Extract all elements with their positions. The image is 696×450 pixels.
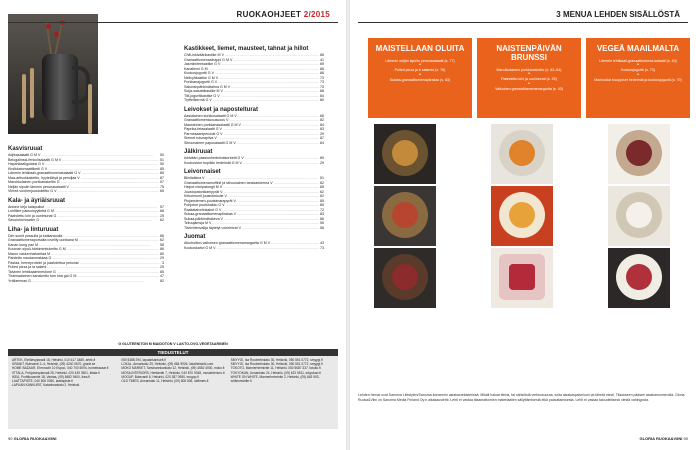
contact-line: IITTALA, Pohjoisesplanadi 25, Helsinki, 020 439 3501, iittala.fi xyxy=(12,370,100,375)
page-ref: 82 xyxy=(320,118,324,122)
recipe-name: Porkkanajogurtti G V xyxy=(184,80,218,84)
page-ref: 83 xyxy=(320,212,324,216)
contact-line: SMYYGI, Isa Roobertinkatu 30, Helsinki, 050 551 0772, smyygi.fi xyxy=(230,358,323,362)
recipe-entry xyxy=(184,141,324,146)
page-ref: 66 xyxy=(160,233,164,238)
recipe-name: Kookosidut tropiikki hedelmät G M V xyxy=(184,160,242,165)
page-ref: 47 xyxy=(160,274,164,278)
recipe-name: Granaattiomenamuffinit ja sitruunainen tanskankerma V xyxy=(184,180,273,185)
page-ref: 75 xyxy=(320,84,324,89)
recipe-name: Yrttilammas G xyxy=(8,278,31,283)
recipe-name: Antone kirjo kalapuikot xyxy=(8,204,45,209)
page-ref: 57 xyxy=(160,180,164,184)
page-ref: 84 xyxy=(320,140,324,145)
section-title: Leivonnaiset xyxy=(184,169,221,175)
recipe-name: Granaattiomenaporsaita loveilly uunikana M xyxy=(8,238,78,242)
bullet-icon: • xyxy=(419,71,421,78)
photo-pizza xyxy=(374,186,436,246)
recipe-name: Pulled pizza ja la salami xyxy=(8,265,47,269)
contact-line: ARTEK, Eteläesplanadi 18, Helsinki, 010 617 3480, artek.fi xyxy=(12,358,96,362)
page-header xyxy=(120,10,330,19)
contact-line: 050 5388 294, lapuankankurit.fi xyxy=(121,358,166,362)
leader-dots xyxy=(243,161,319,166)
leader-dots xyxy=(213,98,319,103)
page-ref: 50 xyxy=(160,153,164,157)
recipe-name: Siemet ruisnapiiva V xyxy=(184,136,217,140)
menu-item: Lämmin lehtikaali-granaattiomena-salaatti (s. 40) xyxy=(599,59,677,63)
contact-info-box xyxy=(8,349,338,429)
info-column-2 xyxy=(121,358,224,387)
recipe-name: Paprika-fetasalaatti G V xyxy=(184,127,222,131)
page-ref: 55 xyxy=(320,221,324,225)
page-ref: 84 xyxy=(320,122,324,127)
recipe-name: Thaimaalainen kanakeitto tom kha gai G M xyxy=(8,274,77,278)
photo-beer-food xyxy=(374,124,436,184)
photo-margarita xyxy=(491,248,553,308)
recipe-name: Soija-wasabikastike M V xyxy=(184,89,223,93)
recipe-name: Marokkolainen porkkanakeitto G xyxy=(8,180,60,184)
recipe-name: Tekuujamsja M V xyxy=(184,221,212,225)
recipe-name: Sukaa-granaattiomenapiirakas V xyxy=(184,212,237,216)
leader-dots xyxy=(237,141,319,146)
menu-title: NAISTENPÄIVÄN BRUNSSI xyxy=(496,44,562,62)
page-ref: 85 xyxy=(160,166,164,171)
recipe-entry xyxy=(184,161,324,166)
page-ref: 85 xyxy=(160,171,164,175)
page-ref: 87 xyxy=(160,175,164,180)
page-number: 90 xyxy=(8,436,13,441)
recipe-name: Tilli-jogurttikastike G V xyxy=(184,93,220,98)
menu-item: Paahdettu lohi ja uunimunat (s. 25) xyxy=(501,77,557,82)
recipe-name: Kanaliemi G M xyxy=(184,66,208,71)
recipe-name: Kookoskahvi G M V xyxy=(184,245,216,250)
bullet-icon: • xyxy=(528,80,530,87)
recipe-name: Granaattiomenasiirappi G M V xyxy=(184,57,233,62)
bullet-icon: • xyxy=(637,62,639,69)
page-ref: 25 xyxy=(160,213,164,218)
photo-salmon-eggs xyxy=(491,186,553,246)
recipe-name: Mausteinen porkkanasalaatti G M V xyxy=(184,122,241,127)
recipe-name: Chili-inkiväärikastike M V xyxy=(184,53,224,57)
contact-line: TOKYOKAN, Annankatu 24, Helsinki, (09) 622 5511, tokyokan.fi xyxy=(230,370,321,375)
page-ref: 86 xyxy=(160,247,164,251)
recipe-name: Savulohichowder G xyxy=(8,218,40,222)
contact-line: IKEA, Porttikuvantie 18, Vantaa, (09) 8482 9400, ikea.fi xyxy=(12,374,90,379)
page-ref: 80 xyxy=(160,251,164,256)
page-ref: 84 xyxy=(320,93,324,98)
page-ref: 62 xyxy=(160,238,164,242)
recipe-entry xyxy=(184,98,324,103)
page-ref: 75 xyxy=(160,184,164,189)
menu-item: Marinoidut trooppiset hedelmät ja kookosjogurtti (s. 79) xyxy=(594,77,682,82)
contact-line: SMYYGI, Isa Roobertinkatu 30, Helsinki, 050 551 0772, smyygi.fi xyxy=(230,362,323,367)
recipe-entry xyxy=(184,246,324,251)
page-ref: 56 xyxy=(320,225,324,230)
page-ref: 82 xyxy=(160,278,164,283)
menu-item: Lämmin neljän sipulin perunasalaatti (s. 77) xyxy=(385,59,455,63)
contact-line: LAPUAN KANKURIT, Katariinankatu 2, Helsinki. xyxy=(12,383,81,388)
recipe-name: Lämmin lehtikaali-granaattiomenasalaatti G V xyxy=(8,171,81,175)
recipe-name: Belugalinssi-fenkolisalaatti G M V xyxy=(8,157,62,162)
recipe-name: Talvinen lehtikaalminestone G xyxy=(8,269,56,274)
recipe-name: Sitruunainen papusalaatti G M V xyxy=(184,140,236,145)
recipe-name: Blinitaikina V xyxy=(184,176,205,180)
recipe-name: Maa-artisokkakeitto, hyytelöityä ja persiljaa V xyxy=(8,175,80,180)
page-ref: 85 xyxy=(320,203,324,207)
page-ref: 68 xyxy=(320,89,324,93)
recipe-name: Raakatalvelinkakut G V xyxy=(184,207,222,212)
recipe-name: Tiiviivhlenvallja täytetyt voheleivat V xyxy=(184,225,241,230)
page-ref: 86 xyxy=(320,216,324,221)
section-title: Juomat xyxy=(184,234,206,240)
page-ref: 62 xyxy=(160,218,164,222)
page-ref: 62 xyxy=(320,189,324,194)
section-title: Leivokset ja napostelturat xyxy=(184,106,259,113)
recipe-name: Vihreä vuohenjuustokeitto G V xyxy=(8,189,57,193)
recipe-name: Hapankaaligulassi G V xyxy=(8,162,45,166)
recipe-name: Kuuman sipuli-härkiminttukeitto G M xyxy=(8,247,66,251)
page-ref: 62 xyxy=(320,194,324,198)
menu-item: Marokkolainen porkkanakeitto (s. 82–84) xyxy=(496,68,562,72)
page-footer xyxy=(8,436,57,441)
page-ref: 66 xyxy=(320,53,324,57)
page-ref: 69 xyxy=(320,62,324,66)
leader-dots xyxy=(217,246,319,251)
menu-card xyxy=(586,38,690,118)
diet-legend: G GLUTEENITON M MAIDOTON V LAKTO-OVO-VEGETAARINEN xyxy=(118,342,228,346)
recipe-name: Neilvyttkastike G M V xyxy=(184,75,219,80)
page-number: 90 xyxy=(683,436,688,441)
recipe-name: Sakuranpähkinätahna G M V xyxy=(184,84,231,89)
page-ref: 85 xyxy=(320,198,324,203)
page-ref: 68 xyxy=(160,209,164,213)
recipe-name: Adjikasalaatti G M V xyxy=(8,153,41,157)
menu-card xyxy=(477,38,581,118)
menu-item: Pulled pizza ja b salamia (s. 76) xyxy=(394,68,446,73)
recipe-name: Neljän sipulin lämmin perunasalaatti V xyxy=(8,184,69,189)
right-page xyxy=(350,0,696,450)
menu-item: Valkoinen granaattiomenamargarita (s. 43) xyxy=(495,86,563,91)
recipe-name: Tryffelikermä G V xyxy=(184,98,212,102)
recipe-name: Pohjoton puutskakku G V xyxy=(184,203,225,207)
recipe-name: Dim sumit possulla ja katkaraoulla xyxy=(8,233,63,238)
recipe-entry xyxy=(184,226,324,231)
menu-card xyxy=(368,38,472,118)
recipe-name: Parmesaaniperunat G V xyxy=(184,131,223,136)
page-ref: 25 xyxy=(160,265,164,269)
recipe-name: Juustopatonkiampyrät V xyxy=(184,189,223,194)
bullet-icon: • xyxy=(637,71,639,78)
menu-title: VEGEÄ MAAILMALTA xyxy=(596,44,680,53)
page-ref: 86 xyxy=(320,71,324,75)
section-title: Kastikkeet, liemet, mausteet, tahnat ja hillot xyxy=(184,46,309,52)
recipe-name: Inkivääri-passionhedelmäsorbetti G V xyxy=(184,156,244,160)
recipe-name: Paahdettu lohi ja uunimunat G xyxy=(8,213,57,218)
recipe-entry xyxy=(8,189,164,194)
photo-vegan-salad xyxy=(608,124,670,184)
page-ref: 29 xyxy=(320,131,324,136)
recipe-name: Alkoholiton valkoinen granaattiomenamargarita G M V xyxy=(184,241,271,245)
photo-yogurt-bowl xyxy=(608,186,670,246)
leader-dots xyxy=(57,189,159,194)
section-title: Jälkiruuat xyxy=(184,149,213,155)
page-ref: 62 xyxy=(320,180,324,185)
contact-line: GRANIT, Bulevardi 2–4, Helsinki, (09) 4240 0670, granit.se xyxy=(12,362,96,367)
page-ref: 73 xyxy=(320,245,324,250)
recipe-name: Kekoimunit juustokekulie V xyxy=(184,194,227,198)
recipe-name: Sukaa-pähkinäbakeva V xyxy=(184,216,223,221)
recipe-index-column-1 xyxy=(8,142,164,283)
menus-header: 3 MENUA LEHDEN SISÄLLÖSTÄ xyxy=(556,10,680,19)
recipe-name: Kanan kung pao M xyxy=(8,242,39,247)
contact-line: MOKO MARKET, Tarsinannkankatu 12, Helsinki, (09) 4582 4000, moko.fi xyxy=(121,366,225,371)
page-ref: 89 xyxy=(320,156,324,160)
recipe-name: Pastaa, herneproteiin ja paahdettua pekonia xyxy=(8,260,79,265)
page-ref: 43 xyxy=(320,241,324,245)
page-ref: 29 xyxy=(320,160,324,165)
page-ref: 80 xyxy=(320,98,324,102)
magazine-name: GLORIA RUOKA&VIINI xyxy=(639,436,683,441)
page-ref: 51 xyxy=(320,176,324,180)
contact-line: LAATTAPISTE, 040 506 0050, laattapiste.fi xyxy=(12,379,73,384)
leader-dots xyxy=(32,279,159,284)
page-ref: 3 xyxy=(162,260,164,265)
menu-items xyxy=(477,68,581,91)
page-ref: 73 xyxy=(320,75,324,80)
recipe-name: Paistettu naudanmakkaa G xyxy=(8,256,52,260)
contact-line: LOKAL, Annankatu 25, Helsinki, (09) 684 9926, lokalhelsinki.com xyxy=(121,362,214,367)
contact-line: OLD TIMES, Annankatu 11, Helsinki, (09) 606 606, oldtimes.fi xyxy=(121,379,209,384)
menu-title: MAISTELLAAN OLUITA xyxy=(375,44,465,53)
recipe-name: Kookosjogurtti G V xyxy=(184,71,214,75)
recipe-entry xyxy=(8,279,164,284)
page-ref: 72 xyxy=(320,207,324,212)
info-column-3 xyxy=(231,358,334,387)
header-title: RUOKAOHJEET xyxy=(236,10,302,19)
recipe-name: Granaattiomenacouscous V xyxy=(184,118,229,122)
bullet-icon: • xyxy=(419,62,421,69)
photo-tropical-fruit xyxy=(608,248,670,308)
contact-line: HOME BAZAAR, Ehrnrooth 10 Espoo, 040 700 5094, homebazaar.fi xyxy=(12,366,109,371)
recipe-name: Aasialainen kurkkusalaatti G M V xyxy=(184,113,237,118)
section-title: Liha- ja linturuuat xyxy=(8,226,59,233)
page-footer xyxy=(639,436,688,441)
page-ref: 50 xyxy=(160,162,164,166)
recipe-name: Lohifilee paksoinyytteitä G M xyxy=(8,209,54,213)
recipe-name: Helpot minipatongit M V xyxy=(184,185,223,189)
page-ref: 85 xyxy=(160,269,164,274)
recipe-name: Pinjansiemen-puutsimarapyrät V xyxy=(184,198,236,203)
page-ref: 41 xyxy=(320,57,324,62)
page-ref: 83 xyxy=(320,127,324,131)
leader-dots xyxy=(242,226,319,231)
menu-items xyxy=(586,59,690,82)
page-ref: 73 xyxy=(320,80,324,84)
divider xyxy=(358,22,688,23)
contact-line: MOSA INTERIORS, Hertiantie 7, Helsinki, 040 870 9348, mosainteriors.fi xyxy=(121,370,225,375)
info-title: TIEDUSTELUT xyxy=(8,349,338,356)
photo-pie xyxy=(374,248,436,308)
leader-dots xyxy=(40,218,159,223)
recipe-name: Jasmiiniteekastike G V xyxy=(184,62,221,66)
page-ref: 85 xyxy=(320,185,324,189)
contact-line: TOKOTO, Mannerheimintie 11, Helsinki, 050 5687 337, tokoto.fi xyxy=(230,366,321,371)
contact-line: WHITE ON WHITE, Mannerheimintie 2, Helsinki, (09) 663 903, whiteonwhite.fi xyxy=(230,374,320,384)
menu-items xyxy=(368,59,472,82)
legal-text: Lehden hinnat ovat Sanoma Lifestylen/Sanoma-konsernin asiakasrekisterissä. Mikäli haluat tietoa, tai sähköisiä verkkosuoraa, soita asiakaspalveluun tai lähetä viesti. Tilaukseen pääsee asiakasnumerolla. Gloria Ruoka&Viini on Sanoma Media Finland Oy:n aikakauslehti. Lehti ei vastaa tilaamattomien materiaalien säilyttämisestä eikä palauttamisesta. Lehti ei vastaa taloudellisesti viestä vahingosta. xyxy=(358,393,685,402)
contact-line: MOGUP, Bulevardi 6, Helsinki, 020 387 0980, mogup.fi xyxy=(121,374,199,379)
page-ref: 66 xyxy=(320,113,324,118)
divider xyxy=(8,22,338,23)
left-page xyxy=(0,0,346,450)
recipe-entry xyxy=(8,218,164,223)
info-column-1 xyxy=(12,358,115,387)
menu-item: Kookosjogurtti (s. 73) xyxy=(621,68,655,73)
section-title: Kasvisruuat xyxy=(8,146,43,152)
page-ref: 86 xyxy=(320,66,324,71)
bullet-icon: • xyxy=(528,71,530,78)
issue-number: 2/2015 xyxy=(303,10,330,19)
page-ref: 57 xyxy=(160,204,164,209)
still-life-photo xyxy=(8,14,98,134)
page-ref: 87 xyxy=(320,136,324,140)
magazine-name: GLORIA RUOKA&VIINI xyxy=(13,436,57,441)
menu-item: Suklaa-granaattiomenapiirakas (s. 83) xyxy=(389,77,451,82)
recipe-index-column-2 xyxy=(184,42,324,250)
page-ref: 58 xyxy=(160,242,164,247)
section-title: Kala- ja äyriäisruuat xyxy=(8,197,66,204)
photo-brunch-soup xyxy=(491,124,553,184)
page-ref: 65 xyxy=(160,189,164,193)
recipe-name: Kirsikkatomaattiketti G V xyxy=(8,166,48,171)
page-ref: 51 xyxy=(160,157,164,162)
page-ref: 29 xyxy=(160,256,164,260)
recipe-name: Marun vaskenhalvaritaa M xyxy=(8,251,51,256)
